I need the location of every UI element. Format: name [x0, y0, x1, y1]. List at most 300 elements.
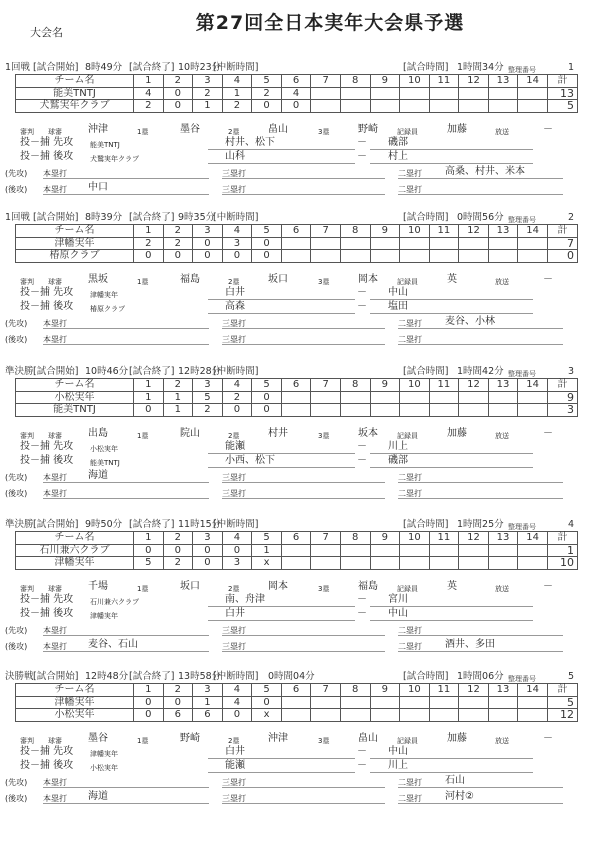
inning-header: 8	[340, 532, 370, 545]
inning-header: 2	[163, 379, 193, 392]
inning-score	[488, 391, 518, 404]
inning-header: 9	[370, 75, 400, 88]
scorer-label: 記録員	[397, 278, 418, 286]
catcher: 磯部	[388, 455, 408, 466]
pitchers: 白井	[225, 608, 245, 619]
inning-score	[518, 100, 548, 113]
inning-header: 12	[459, 379, 489, 392]
inning-score	[370, 544, 400, 557]
double-players: 高桑、村井、米本	[445, 166, 525, 177]
inning-header: 13	[488, 379, 518, 392]
inning-score	[429, 404, 459, 417]
inning-header: 2	[163, 225, 193, 238]
inning-score	[340, 100, 370, 113]
start-time: 10時46分	[85, 366, 129, 377]
tournament-label: 大会名	[30, 26, 63, 39]
scorer-label: 記録員	[397, 432, 418, 440]
start-time: 12時48分	[85, 671, 129, 682]
inning-score	[429, 250, 459, 263]
inning-score: 3	[222, 557, 252, 570]
hr-line	[43, 332, 209, 345]
inning-score: 4	[134, 87, 164, 100]
second-label: 2塁	[228, 128, 240, 136]
inning-score	[518, 237, 548, 250]
inning-score: 2	[134, 100, 164, 113]
inning-score	[429, 100, 459, 113]
inning-score: 1	[193, 100, 223, 113]
inning-header: 2	[163, 532, 193, 545]
inning-score: 1	[163, 404, 193, 417]
inning-score	[459, 557, 489, 570]
inning-header: 5	[252, 225, 282, 238]
pitchers: 村井、松下	[225, 137, 275, 148]
inning-score	[340, 237, 370, 250]
pc-dash: －	[357, 287, 367, 298]
duration-label: [試合時間]	[403, 671, 449, 682]
inning-score	[370, 696, 400, 709]
inning-score	[281, 544, 311, 557]
end-time: 9時35分	[178, 212, 216, 223]
start-label: [試合開始]	[33, 671, 79, 682]
inning-score: 1	[222, 87, 252, 100]
table-header-row	[16, 684, 578, 697]
team-name: 椿原クラブ	[16, 250, 134, 263]
pc-team: 能美TNTJ	[90, 141, 120, 149]
inning-header: 14	[518, 532, 548, 545]
inning-score	[488, 87, 518, 100]
inning-score: 0	[252, 391, 282, 404]
double-label: 二塁打	[398, 169, 422, 178]
second-umpire: 沖津	[268, 733, 288, 744]
inning-header: 9	[370, 225, 400, 238]
scorer-name: 英	[447, 581, 457, 592]
inning-header: 9	[370, 379, 400, 392]
inning-header: 8	[340, 684, 370, 697]
catcher: 川上	[388, 760, 408, 771]
pc-dash: －	[357, 137, 367, 148]
inning-score	[488, 709, 518, 722]
start-label: [試合開始]	[33, 366, 79, 377]
inning-header: 10	[400, 379, 430, 392]
seq-label: 整理番号	[508, 370, 536, 378]
inning-header: 4	[222, 684, 252, 697]
scoreboard-table	[15, 224, 578, 263]
table-header-row	[16, 379, 578, 392]
double-line	[398, 182, 563, 195]
inning-header: 1	[134, 684, 164, 697]
inning-score: 2	[193, 87, 223, 100]
triple-label: 三塁打	[222, 335, 246, 344]
hr-line	[43, 775, 209, 788]
inning-header: 4	[222, 379, 252, 392]
inning-score: 0	[134, 404, 164, 417]
inning-score: 0	[281, 100, 311, 113]
second-umpire: 坂口	[268, 274, 288, 285]
seq-number: 4	[568, 519, 575, 530]
pc-label: 投－捕 先攻	[20, 287, 74, 298]
inning-score	[311, 557, 341, 570]
inning-score: 2	[193, 404, 223, 417]
pc-team: 石川兼六クラブ	[90, 598, 139, 606]
third-umpire: 岡本	[358, 274, 378, 285]
inning-header: 7	[311, 75, 341, 88]
inning-score: 0	[252, 100, 282, 113]
inning-score: 0	[252, 237, 282, 250]
table-header-row	[16, 75, 578, 88]
hr-line	[43, 791, 209, 804]
triple-line	[222, 316, 385, 329]
hr-label: 本塁打	[43, 778, 67, 787]
triple-line	[222, 486, 385, 499]
triple-label: 三塁打	[222, 185, 246, 194]
pc-team: 津幡実年	[90, 612, 118, 620]
inning-score: 1	[134, 391, 164, 404]
inning-header: 14	[518, 379, 548, 392]
inning-score	[340, 404, 370, 417]
inning-score	[311, 87, 341, 100]
double-line	[398, 623, 563, 636]
inning-header: 6	[281, 684, 311, 697]
start-time: 8時49分	[85, 62, 123, 73]
total-score: 9	[548, 391, 578, 404]
hr-line	[43, 166, 209, 179]
inning-header: 5	[252, 379, 282, 392]
table-row	[16, 544, 578, 557]
first-umpire: 野崎	[180, 733, 200, 744]
inning-score	[488, 237, 518, 250]
second-label: 2塁	[228, 737, 240, 745]
seq-number: 3	[568, 366, 575, 377]
total-score: 10	[548, 557, 578, 570]
pc-dash: －	[357, 441, 367, 452]
start-time: 9時50分	[85, 519, 123, 530]
inning-header: 11	[429, 75, 459, 88]
round-label: 1回戦	[5, 212, 31, 223]
side-label: (先攻)	[5, 169, 28, 178]
inning-header: 10	[400, 225, 430, 238]
end-time: 12時28分	[178, 366, 222, 377]
inning-header: 6	[281, 75, 311, 88]
inning-score	[370, 250, 400, 263]
inning-score: 1	[252, 544, 282, 557]
first-label: 1塁	[137, 278, 149, 286]
broadcast-name: －	[543, 581, 553, 592]
triple-line	[222, 775, 385, 788]
total-score: 5	[548, 100, 578, 113]
inning-header: 11	[429, 379, 459, 392]
triple-label: 三塁打	[222, 489, 246, 498]
catcher: 中山	[388, 287, 408, 298]
inning-score	[488, 100, 518, 113]
inning-score	[488, 557, 518, 570]
triple-line	[222, 470, 385, 483]
plate-umpire: 沖津	[88, 124, 108, 135]
hr-line	[43, 316, 209, 329]
triple-line	[222, 166, 385, 179]
third-umpire: 野崎	[358, 124, 378, 135]
first-label: 1塁	[137, 737, 149, 745]
double-line	[398, 486, 563, 499]
end-label: [試合終了]	[129, 366, 175, 377]
inning-score	[400, 391, 430, 404]
inning-score: 0	[134, 544, 164, 557]
round-label: 準決勝	[5, 519, 34, 530]
seq-number: 2	[568, 212, 575, 223]
inning-score	[518, 696, 548, 709]
triple-label: 三塁打	[222, 473, 246, 482]
triple-label: 三塁打	[222, 626, 246, 635]
hr-line	[43, 470, 209, 483]
side-label: (後攻)	[5, 489, 28, 498]
pc-dash: －	[357, 746, 367, 757]
pc-dash: －	[357, 760, 367, 771]
inning-score	[370, 391, 400, 404]
inning-score	[518, 544, 548, 557]
plate-umpire: 黒坂	[88, 274, 108, 285]
pc-label: 投－捕 先攻	[20, 594, 74, 605]
inning-header: 8	[340, 225, 370, 238]
side-label: (先攻)	[5, 473, 28, 482]
team-col-header: チーム名	[16, 379, 134, 392]
scorer-label: 記録員	[397, 128, 418, 136]
inning-score	[340, 87, 370, 100]
table-row	[16, 87, 578, 100]
inning-score	[459, 709, 489, 722]
inning-score: 2	[163, 557, 193, 570]
game-block	[0, 366, 600, 516]
inning-score	[400, 709, 430, 722]
scorer-name: 加藤	[447, 124, 467, 135]
broadcast-label: 放送	[495, 585, 509, 593]
inning-score	[311, 544, 341, 557]
umpire-label: 審判	[20, 128, 34, 136]
table-row	[16, 709, 578, 722]
inning-score	[311, 391, 341, 404]
pitchers: 白井	[225, 287, 245, 298]
inning-header: 14	[518, 75, 548, 88]
umpire-label: 審判	[20, 585, 34, 593]
scoreboard-table	[15, 74, 578, 113]
inning-score	[281, 557, 311, 570]
inning-header: 7	[311, 225, 341, 238]
inning-score	[311, 696, 341, 709]
side-label: (後攻)	[5, 642, 28, 651]
inning-score: 0	[252, 404, 282, 417]
broadcast-name: －	[543, 274, 553, 285]
total-score: 7	[548, 237, 578, 250]
inning-score	[281, 237, 311, 250]
inning-score	[429, 709, 459, 722]
pitchers: 南、舟津	[225, 594, 265, 605]
pitchers: 高森	[225, 301, 245, 312]
total-header: 計	[548, 684, 578, 697]
inning-header: 12	[459, 532, 489, 545]
seq-label: 整理番号	[508, 675, 536, 683]
inning-header: 7	[311, 379, 341, 392]
first-label: 1塁	[137, 128, 149, 136]
second-umpire: 村井	[268, 428, 288, 439]
pc-label: 投－捕 後攻	[20, 151, 74, 162]
inning-header: 11	[429, 684, 459, 697]
triple-line	[222, 791, 385, 804]
inning-score: 4	[281, 87, 311, 100]
inning-score	[311, 237, 341, 250]
inning-header: 14	[518, 225, 548, 238]
inning-score: 5	[193, 391, 223, 404]
umpire-label: 審判	[20, 432, 34, 440]
plate-label: 球審	[48, 737, 62, 745]
game-block	[0, 62, 600, 212]
inning-header: 3	[193, 225, 223, 238]
inning-score: 0	[193, 544, 223, 557]
inning-score	[340, 709, 370, 722]
inning-score	[459, 391, 489, 404]
pc-team: 津幡実年	[90, 750, 118, 758]
table-row	[16, 100, 578, 113]
pc-team: 津幡実年	[90, 291, 118, 299]
inning-header: 11	[429, 532, 459, 545]
break-label: [中断時間]	[213, 366, 259, 377]
pc-label: 投－捕 先攻	[20, 441, 74, 452]
broadcast-label: 放送	[495, 737, 509, 745]
inning-header: 13	[488, 75, 518, 88]
inning-score	[518, 404, 548, 417]
second-label: 2塁	[228, 278, 240, 286]
total-header: 計	[548, 532, 578, 545]
inning-header: 1	[134, 75, 164, 88]
inning-header: 7	[311, 684, 341, 697]
inning-header: 1	[134, 532, 164, 545]
inning-score: 5	[134, 557, 164, 570]
inning-header: 6	[281, 532, 311, 545]
double-label: 二塁打	[398, 778, 422, 787]
inning-header: 9	[370, 532, 400, 545]
start-time: 8時39分	[85, 212, 123, 223]
inning-header: 6	[281, 379, 311, 392]
third-label: 3塁	[318, 432, 330, 440]
inning-score	[518, 557, 548, 570]
team-col-header: チーム名	[16, 532, 134, 545]
double-line	[398, 791, 563, 804]
pc-dash: －	[357, 301, 367, 312]
inning-score	[518, 87, 548, 100]
pitchers: 白井	[225, 746, 245, 757]
inning-score	[311, 100, 341, 113]
table-row	[16, 250, 578, 263]
inning-score: 3	[222, 237, 252, 250]
third-umpire: 福島	[358, 581, 378, 592]
pc-team: 犬鷲実年クラブ	[90, 155, 139, 163]
side-label: (先攻)	[5, 778, 28, 787]
inning-score: 0	[163, 696, 193, 709]
hr-line	[43, 486, 209, 499]
catcher: 磯部	[388, 137, 408, 148]
round-label: 決勝戦	[5, 671, 34, 682]
side-label: (先攻)	[5, 626, 28, 635]
inning-header: 6	[281, 225, 311, 238]
inning-score	[340, 250, 370, 263]
total-score: 13	[548, 87, 578, 100]
inning-score: 4	[222, 696, 252, 709]
inning-score: 0	[163, 544, 193, 557]
pc-label: 投－捕 先攻	[20, 137, 74, 148]
inning-header: 10	[400, 684, 430, 697]
total-header: 計	[548, 379, 578, 392]
pitchers: 能瀬	[225, 760, 245, 771]
inning-header: 1	[134, 225, 164, 238]
triple-label: 三塁打	[222, 778, 246, 787]
break-label: [中断時間]	[213, 212, 259, 223]
inning-score	[281, 709, 311, 722]
catcher: 宮川	[388, 594, 408, 605]
broadcast-label: 放送	[495, 432, 509, 440]
double-players: 麦谷、小林	[445, 316, 495, 327]
side-label: (後攻)	[5, 794, 28, 803]
plate-umpire: 出島	[88, 428, 108, 439]
seq-number: 1	[568, 62, 575, 73]
hr-players: 麦谷、石山	[88, 639, 138, 650]
inning-score	[400, 557, 430, 570]
inning-score: 1	[163, 391, 193, 404]
scorer-label: 記録員	[397, 737, 418, 745]
break-label: [中断時間]	[213, 519, 259, 530]
duration-label: [試合時間]	[403, 62, 449, 73]
inning-score	[429, 87, 459, 100]
inning-score	[281, 250, 311, 263]
hr-line	[43, 623, 209, 636]
inning-score	[340, 557, 370, 570]
duration-time: 1時間25分	[457, 519, 504, 530]
pc-label: 投－捕 後攻	[20, 455, 74, 466]
team-name: 津幡実年	[16, 557, 134, 570]
double-players: 石山	[445, 775, 465, 786]
hr-label: 本塁打	[43, 473, 67, 482]
pc-team: 小松実年	[90, 764, 118, 772]
team-name: 小松実年	[16, 709, 134, 722]
triple-label: 三塁打	[222, 169, 246, 178]
table-row	[16, 404, 578, 417]
first-label: 1塁	[137, 585, 149, 593]
hr-label: 本塁打	[43, 185, 67, 194]
inning-header: 3	[193, 379, 223, 392]
triple-line	[222, 332, 385, 345]
inning-score: x	[252, 557, 282, 570]
inning-header: 3	[193, 75, 223, 88]
second-umpire: 畠山	[268, 124, 288, 135]
pc-label: 投－捕 後攻	[20, 301, 74, 312]
inning-header: 3	[193, 684, 223, 697]
pc-dash: －	[357, 594, 367, 605]
side-label: (後攻)	[5, 335, 28, 344]
inning-header: 9	[370, 684, 400, 697]
hr-players: 海道	[88, 470, 108, 481]
inning-score: 0	[193, 250, 223, 263]
inning-score	[311, 250, 341, 263]
inning-score	[370, 709, 400, 722]
total-score: 1	[548, 544, 578, 557]
hr-label: 本塁打	[43, 335, 67, 344]
double-label: 二塁打	[398, 185, 422, 194]
seq-label: 整理番号	[508, 66, 536, 74]
inning-score	[518, 250, 548, 263]
third-label: 3塁	[318, 737, 330, 745]
catcher: 川上	[388, 441, 408, 452]
table-header-row	[16, 225, 578, 238]
inning-score: 1	[193, 696, 223, 709]
pc-label: 投－捕 後攻	[20, 608, 74, 619]
pc-label: 投－捕 後攻	[20, 760, 74, 771]
duration-label: [試合時間]	[403, 519, 449, 530]
